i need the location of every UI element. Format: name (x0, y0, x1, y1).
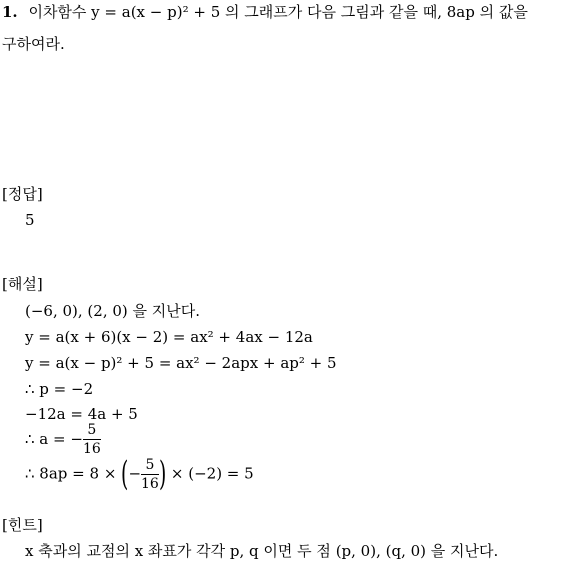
fraction-denominator: 16 (141, 475, 159, 492)
problem-text-line-1: 이차함수 y = a(x − p)² + 5 의 그래프가 다음 그림과 같을 때, 8ap 의 값을 (28, 3, 528, 21)
fraction (141, 458, 159, 491)
open-paren: ( (121, 454, 129, 494)
fraction-denominator: 16 (82, 441, 101, 457)
problem-line-1 (2, 5, 528, 20)
fraction-numerator: 5 (83, 423, 101, 440)
solution-line-4: ∴ p = −2 (25, 380, 94, 398)
solution-line-5: −12a = 4a + 5 (25, 405, 138, 423)
solution-line-3: y = a(x − p)² + 5 = ax² − 2apx + ap² + 5 (25, 354, 337, 372)
solution-line-7-suffix: × (−2) = 5 (170, 464, 254, 483)
solution-line-2: y = a(x + 6)(x − 2) = ax² + 4ax − 12a (25, 328, 313, 346)
solution-line-6-prefix: ∴ a = − (25, 430, 83, 448)
fraction (83, 423, 101, 456)
fraction-numerator: 5 (141, 458, 159, 475)
answer-heading: [정답] (2, 185, 43, 203)
solution-line-7-prefix: ∴ 8ap = 8 × (25, 464, 117, 483)
solution-line-1: (−6, 0), (2, 0) 을 지난다. (25, 302, 201, 320)
problem-number: 1. (2, 3, 18, 21)
hint-text: x 축과의 교점의 x 좌표가 각각 p, q 이면 두 점 (p, 0), (q, 0) 을 지난다. (25, 542, 499, 560)
solution-line-7 (25, 454, 254, 494)
problem-text-line-2: 구하여라. (2, 35, 65, 53)
answer-value: 5 (25, 211, 35, 229)
solution-line-7-minus: − (128, 464, 142, 483)
close-paren: ) (158, 454, 167, 494)
solution-heading: [해설] (2, 275, 43, 293)
hint-heading: [힌트] (2, 516, 43, 534)
solution-line-6 (25, 423, 101, 456)
